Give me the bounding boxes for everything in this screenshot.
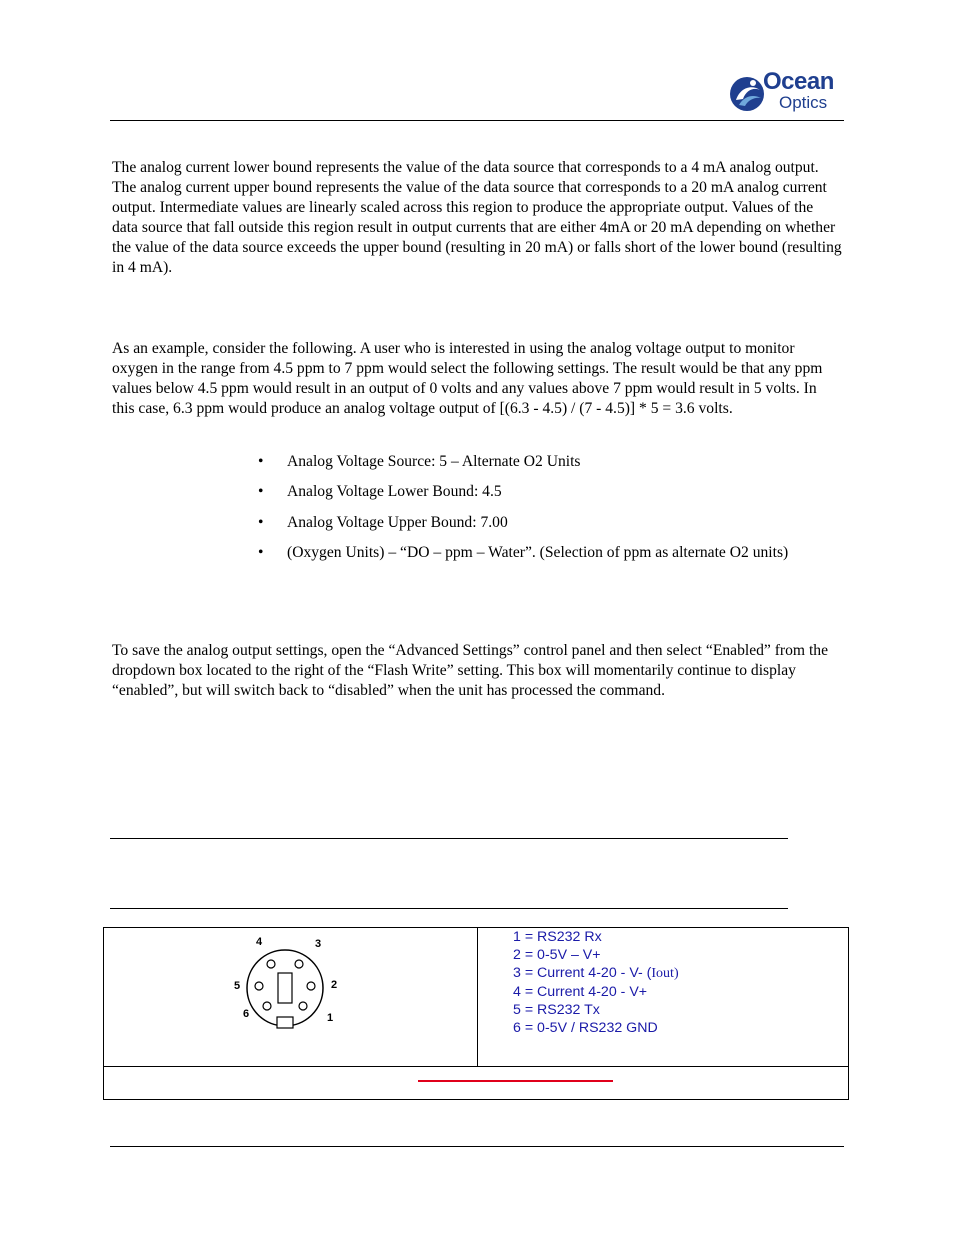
pin-label-1: 1 [327,1012,334,1024]
example-paragraph: As an example, consider the following. A user who is interested in using the analog voltage output to monitor oxygen in the range from 4.5 ppm to 7 ppm would select the following settings. The result would be that any ppm values below 4.5 ppm would result in an output of 0 volts and any values above 7 ppm would result in 5 volts. In this case, 6.3 ppm would produce an analog voltage output of [(6.3 - 4.5) / (7 - 4.5)] * 5 = 3.6 volts. [112,340,823,417]
save-settings-paragraph: To save the analog output settings, open the “Advanced Settings” control panel and then select “Enabled” from the dropdown box located to the right of the “Flash Write” setting. This box will momentarily continue to display “enabled”, but will switch back to “disabled” when the unit has processed the command. [112,642,828,699]
list-item: • Analog Voltage Lower Bound: 4.5 [258,483,502,501]
bullet-icon: • [258,453,264,470]
section-rule-2 [110,908,788,909]
connector-pinout-table [103,927,849,1100]
header-rule [110,120,844,121]
list-item: 3 = Current 4-20 - V- (Iout) [513,965,679,981]
pin-label-3: 3 [315,938,322,950]
list-item: • Analog Voltage Upper Bound: 7.00 [258,513,508,531]
ocean-optics-logo [727,68,843,116]
list-item: 1 = RS232 Rx [513,929,602,945]
pin-label-6: 6 [243,1008,250,1020]
list-item: 6 = 0-5V / RS232 GND [513,1020,658,1036]
section-rule-1 [110,838,788,839]
mini-din-connector-diagram [229,933,349,1033]
settings-bullet-list [258,452,858,573]
table-row-divider [104,1066,848,1067]
wave-logo-icon [727,74,767,114]
pin-label-4: 4 [256,936,263,948]
pin-label-5: 5 [234,980,241,992]
bullet-icon: • [258,513,264,531]
list-item: 5 = RS232 Tx [513,1002,600,1018]
footer-rule [110,1146,844,1147]
list-item: • (Oxygen Units) – “DO – ppm – Water”. (Selection of ppm as alternate O2 units) [258,543,789,561]
list-item: • Analog Voltage Source: 5 – Alternate O2 Units [258,453,581,470]
logo-word-ocean: Ocean [763,68,834,95]
current-bounds-paragraph: The analog current lower bound represents the value of the data source that corresponds to a 4 mA analog output. The analog current upper bound represents the value of the data source that corresponds to a 20 mA analog current output. Intermediate values are linearly scaled across this region to produce the appropriate output. Values of the data source that fall outside this region result in output currents that are either 4mA or 20 mA depending on whether the value of the data source exceeds the upper bound (resulting in 20 mA) or falls short of the lower bound (resulting in 4 mA). [112,159,842,276]
caption-red-underline [418,1080,613,1082]
logo-word-optics: Optics [779,93,828,112]
pin-label-2: 2 [331,979,338,991]
list-item: 4 = Current 4-20 - V+ [513,984,648,1000]
list-item: 2 = 0-5V – V+ [513,947,601,963]
table-column-divider [477,928,478,1066]
bullet-icon: • [258,543,264,561]
bullet-icon: • [258,483,264,501]
pinout-list [513,928,679,1037]
